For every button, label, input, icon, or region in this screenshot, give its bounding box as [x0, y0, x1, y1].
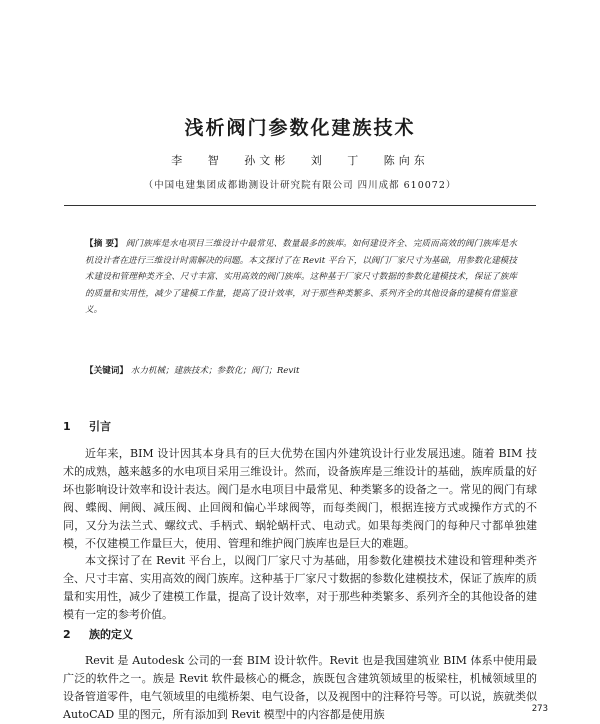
section-title: 引言: [89, 420, 111, 433]
header-divider: [64, 205, 536, 206]
author-list: 李 智 孙文彬 刘 丁 陈向东: [171, 154, 429, 167]
section-title: 族的定义: [89, 628, 133, 641]
keywords-text: 水力机械；建族技术；参数化；阀门；Revit: [130, 366, 300, 376]
abstract: [85, 236, 517, 319]
section-number: 1: [63, 420, 71, 433]
paper-title: 浅析阀门参数化建族技术: [184, 117, 416, 139]
abstract-text: 阀门族库是水电项目三维设计中最常见、数量最多的族库。如何建设齐全、完质而高效的阀门族库是水机设计者在进行三维设计时需解决的问题。本文探讨了在 Revit 平台下，以阀门厂家尺寸为基础，用参数化建模技术建设和管理种类齐全、尺寸丰富、实用高效的阀门族库。这种基于厂家尺寸数据的参数化建模技术，保证了族库的质量和实用性，减少了建模工作量，提高了设计效率，对于那些种类繁多、系列齐全的其他设备的建模有借鉴意义。: [85, 239, 517, 316]
section-1-paragraph-1: 近年来，BIM 设计因其本身具有的巨大优势在国内外建筑设计行业发展迅速。随着 BIM 技术的成熟，越来越多的水电项目采用三维设计。然而，设备族库是三维设计的基础，族库质量的好坏也影响设计效率和设计表达。阀门是水电项目中最常见、种类繁多的设备之一。常见的阀门有球阀、蝶阀、闸阀、减压阀、止回阀和偏心半球阀等，而每类阀门，根据连接方式或操作方式的不同，又分为法兰式、螺纹式、手柄式、蜗轮蜗杆式、电动式。如果每类阀门的每种尺寸都单独建模，不仅建模工作量巨大，使用、管理和维护阀门族库也是巨大的难题。: [63, 447, 537, 550]
keywords-label: 【关键词】: [85, 366, 128, 376]
section-1-paragraph-2: 本文探讨了在 Revit 平台上，以阀门厂家尺寸为基础，用参数化建模技术建设和管理种类齐全、尺寸丰富、实用高效的阀门族库。这种基于厂家尺寸数据的参数化建模技术，保证了族库的质量和实用性，减少了建模工作量，提高了设计效率，对于那些种类繁多、系列齐全的其他设备的建模有一定的参考价值。: [63, 554, 537, 621]
section-2-paragraph-1: Revit 是 Autodesk 公司的一套 BIM 设计软件。Revit 也是我国建筑业 BIM 体系中使用最广泛的软件之一。族是 Revit 软件最核心的概念，族既包含建筑领域里的板梁柱，机械领域里的设备管道零件，电气领域里的电缆桥架、电气设备，以及视图中的注释符号等。可以说，族就类似 AutoCAD 里的图元，所有添加到 Revit 模型中的内容都是使用族: [63, 654, 537, 721]
abstract-label: 【摘 要】: [85, 239, 123, 249]
affiliation: （中国电建集团成都勘测设计研究院有限公司 四川成都 610072）: [143, 180, 457, 191]
section-number: 2: [63, 628, 71, 641]
section-1-heading: [63, 418, 111, 434]
keywords: [85, 363, 517, 379]
section-2-heading: [63, 626, 133, 642]
page-number: 273: [531, 704, 548, 714]
